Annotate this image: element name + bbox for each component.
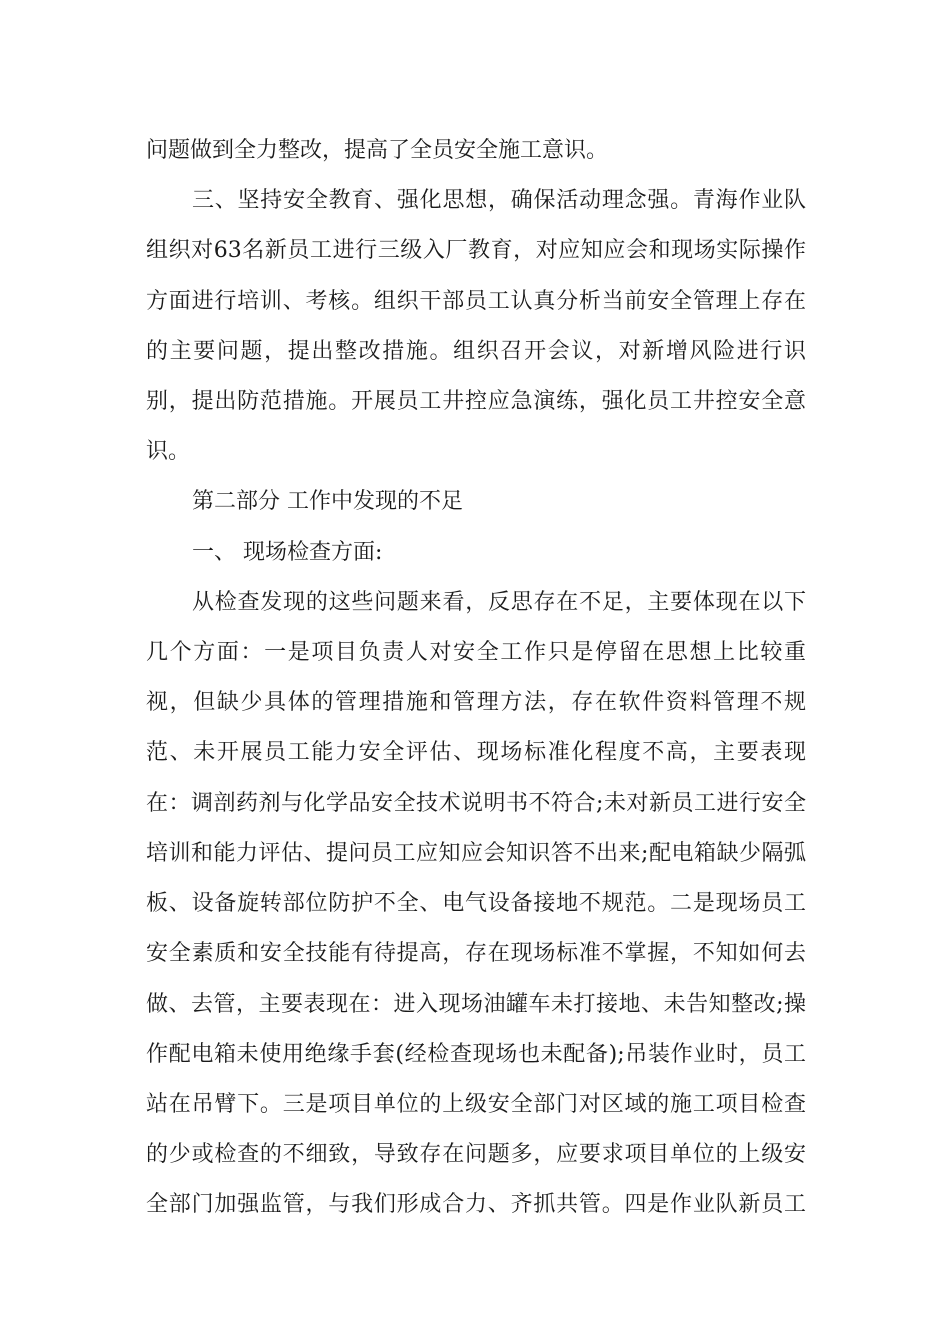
- text-line-3: 组织对63名新员工进行三级入厂教育，对应知应会和现场实际操作: [146, 238, 806, 263]
- text-line-17: 安全素质和安全技能有待提高，存在现场标准不掌握，不知如何去: [146, 941, 806, 966]
- text-line-22: 全部门加强监管，与我们形成合力、齐抓共管。四是作业队新员工: [146, 1192, 806, 1217]
- text-line-6: 别，提出防范措施。开展员工井控应急演练，强化员工井控安全意: [146, 389, 806, 414]
- text-line-18: 做、去管，主要表现在：进入现场油罐车未打接地、未告知整改;操: [146, 992, 806, 1017]
- text-line-10: 从检查发现的这些问题来看，反思存在不足，主要体现在以下: [192, 590, 806, 615]
- text-line-12: 视，但缺少具体的管理措施和管理方法，存在软件资料管理不规: [146, 690, 806, 715]
- text-line-20: 站在吊臂下。三是项目单位的上级安全部门对区域的施工项目检查: [146, 1092, 806, 1117]
- text-line-5: 的主要问题，提出整改措施。组织召开会议，对新增风险进行识: [146, 339, 806, 364]
- text-line-19: 作配电箱未使用绝缘手套(经检查现场也未配备);吊装作业时，员工: [146, 1042, 806, 1067]
- text-line-16: 板、设备旋转部位防护不全、电气设备接地不规范。二是现场员工: [146, 891, 806, 916]
- text-line-11: 几个方面：一是项目负责人对安全工作只是停留在思想上比较重: [146, 640, 806, 665]
- subsection-heading: 一、 现场检查方面:: [192, 540, 383, 565]
- text-line-15: 培训和能力评估、提问员工应知应会知识答不出来;配电箱缺少隔弧: [146, 841, 806, 866]
- text-line-4: 方面进行培训、考核。组织干部员工认真分析当前安全管理上存在: [146, 289, 806, 314]
- text-line-7: 识。: [146, 439, 191, 464]
- text-line-21: 的少或检查的不细致，导致存在问题多，应要求项目单位的上级安: [146, 1142, 806, 1167]
- text-line-2: 三、坚持安全教育、强化思想，确保活动理念强。青海作业队: [192, 188, 806, 213]
- text-line-13: 范、未开展员工能力安全评估、现场标准化程度不高，主要表现: [146, 740, 806, 765]
- text-line-1: 问题做到全力整改，提高了全员安全施工意识。: [146, 138, 609, 163]
- text-line-14: 在：调剖药剂与化学品安全技术说明书不符合;未对新员工进行安全: [146, 791, 806, 816]
- section-heading: 第二部分 工作中发现的不足: [192, 489, 463, 514]
